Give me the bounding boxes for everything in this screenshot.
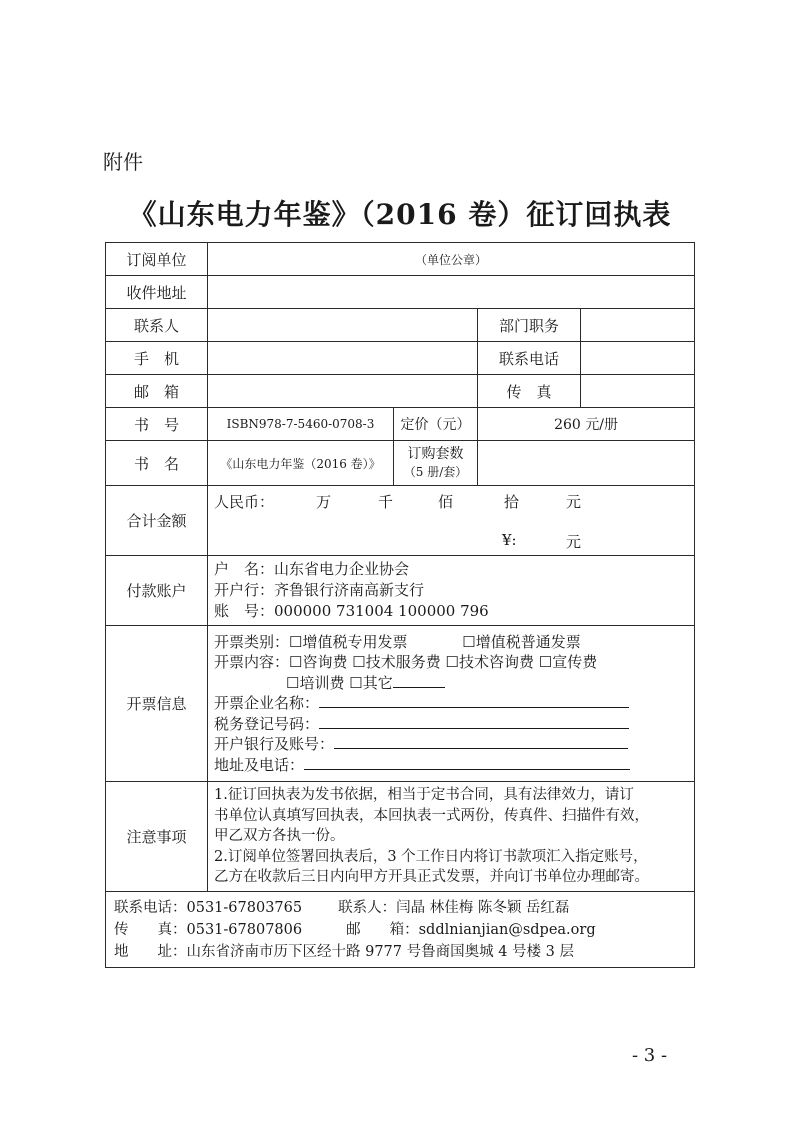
- rmb-bai: 佰: [438, 492, 454, 511]
- invoice-bank-row: [214, 734, 688, 755]
- attachment-label: 附件: [103, 150, 143, 174]
- invoice-type-row: [214, 632, 688, 653]
- invoice-bank-label: 开户银行及账号：: [214, 735, 335, 754]
- invoice-content-prefix: 开票内容：: [214, 653, 290, 672]
- content-tech-consult: 技术咨询费: [458, 653, 534, 672]
- unit-label: 订阅单位: [106, 243, 208, 276]
- invoice-tax-input[interactable]: [319, 714, 629, 729]
- fax-label: 传 真: [478, 375, 581, 408]
- total-field[interactable]: [208, 486, 695, 556]
- invoice-company-input[interactable]: [319, 693, 629, 708]
- invoice-label: 开票信息: [106, 626, 208, 782]
- invoice-type-special: 增值税专用发票: [302, 632, 408, 651]
- contact-label: 联系人: [106, 309, 208, 342]
- dept-label: 部门职务: [478, 309, 581, 342]
- invoice-content-row: [214, 652, 688, 673]
- account-label: 付款账户: [106, 556, 208, 626]
- address-label: 收件地址: [106, 276, 208, 309]
- rmb-yuan: 元: [566, 492, 582, 511]
- note-line: 2.订阅单位签署回执表后，3 个工作日内将订书款项汇入指定账号，: [214, 848, 648, 865]
- bookname-value: 《山东电力年鉴（2016 卷）》: [208, 441, 394, 486]
- contact-footer: [106, 892, 695, 968]
- account-name: 户 名：山东省电力企业协会: [214, 560, 410, 578]
- account-info: [208, 556, 695, 626]
- notes-text: [208, 782, 695, 892]
- sets-label-text: 订购套数: [407, 446, 464, 462]
- invoice-type-normal: 增值税普通发票: [475, 632, 581, 651]
- rmb-prefix: 人民币：: [214, 492, 275, 511]
- checkbox-icon[interactable]: ☐: [289, 632, 303, 651]
- note-line: 乙方在收款后三日内向甲方开具正式发票，并向订书单位办理邮寄。: [214, 869, 649, 886]
- rmb-wan: 万: [316, 492, 332, 511]
- footer-address: 地 址：山东省济南市历下区经十路 9777 号鲁商国奥城 4 号楼 3 层: [114, 943, 575, 960]
- other-input[interactable]: [393, 673, 445, 688]
- footer-phone: 联系电话：0531-67803765: [114, 899, 303, 916]
- checkbox-icon[interactable]: ☐: [538, 653, 553, 672]
- content-other: 其它: [362, 673, 393, 692]
- content-publicity: 宣传费: [552, 653, 598, 672]
- isbn-value: ISBN978-7-5460-0708-3: [208, 408, 394, 441]
- page-title: 《山东电力年鉴》（2016 卷）征订回执表: [128, 198, 672, 231]
- bookname-label: 书 名: [106, 441, 208, 486]
- checkbox-icon[interactable]: ☐: [289, 653, 303, 672]
- note-line: 甲乙双方各执一份。: [214, 828, 345, 845]
- account-bank: 开户行：齐鲁银行济南高新支行: [214, 581, 425, 599]
- phone-field[interactable]: [581, 342, 695, 375]
- checkbox-icon[interactable]: ☐: [286, 673, 300, 692]
- price-label: 定价（元）: [394, 408, 478, 441]
- yen-sign: ¥:: [502, 530, 517, 549]
- yen-yuan: 元: [566, 532, 582, 551]
- rmb-shi: 拾: [504, 492, 520, 511]
- invoice-content-row-2: [214, 673, 688, 694]
- checkbox-icon[interactable]: ☐: [462, 632, 476, 651]
- footer-fax: 传 真：0531-67807806: [114, 921, 303, 938]
- address-field[interactable]: [208, 276, 695, 309]
- rmb-qian: 千: [378, 492, 394, 511]
- mobile-field[interactable]: [208, 342, 478, 375]
- sets-field[interactable]: [478, 441, 695, 486]
- account-number: 账 号：000000 731004 100000 796: [214, 602, 489, 620]
- checkbox-icon[interactable]: ☐: [349, 673, 363, 692]
- rmb-amount: [208, 487, 694, 555]
- isbn-label: 书 号: [106, 408, 208, 441]
- content-consult: 咨询费: [302, 653, 348, 672]
- content-tech-service: 技术服务费: [365, 653, 441, 672]
- footer-email: 邮 箱：sddlnianjian@sdpea.org: [346, 921, 596, 938]
- sets-label: [394, 441, 478, 486]
- page-number: - 3 -: [632, 1045, 668, 1066]
- invoice-address-label: 地址及电话：: [214, 755, 305, 774]
- email-label: 邮 箱: [106, 375, 208, 408]
- checkbox-icon[interactable]: ☐: [352, 653, 366, 672]
- invoice-address-row: [214, 755, 688, 776]
- invoice-company-label: 开票企业名称：: [214, 694, 320, 713]
- email-field[interactable]: [208, 375, 478, 408]
- order-form-table: [105, 242, 695, 968]
- invoice-address-input[interactable]: [304, 755, 630, 770]
- fax-field[interactable]: [581, 375, 695, 408]
- invoice-bank-input[interactable]: [334, 734, 628, 749]
- invoice-company-row: [214, 693, 688, 714]
- dept-field[interactable]: [581, 309, 695, 342]
- invoice-tax-label: 税务登记号码：: [214, 714, 320, 733]
- price-value: 260 元/册: [478, 408, 695, 441]
- footer-phone-row: [114, 897, 686, 919]
- content-training: 培训费: [299, 673, 345, 692]
- contact-field[interactable]: [208, 309, 478, 342]
- unit-field[interactable]: [208, 243, 695, 276]
- sets-note: （5 册/套）: [403, 465, 468, 479]
- checkbox-icon[interactable]: ☐: [445, 653, 459, 672]
- unit-stamp-note: （单位公章）: [415, 252, 488, 267]
- note-line: 书单位认真填写回执表，本回执表一式两份，传真件、扫描件有效，: [214, 807, 649, 824]
- invoice-info: [208, 626, 695, 782]
- footer-fax-row: [114, 919, 686, 941]
- notes-label: 注意事项: [106, 782, 208, 892]
- mobile-label: 手 机: [106, 342, 208, 375]
- invoice-type-prefix: 开票类别：: [214, 632, 290, 651]
- note-line: 1.征订回执表为发书依据，相当于定书合同，具有法律效力，请订: [214, 787, 634, 804]
- phone-label: 联系电话: [478, 342, 581, 375]
- invoice-tax-row: [214, 714, 688, 735]
- footer-contacts: 联系人：闫晶 林佳梅 陈冬颖 岳红磊: [338, 899, 570, 916]
- total-label: 合计金额: [106, 486, 208, 556]
